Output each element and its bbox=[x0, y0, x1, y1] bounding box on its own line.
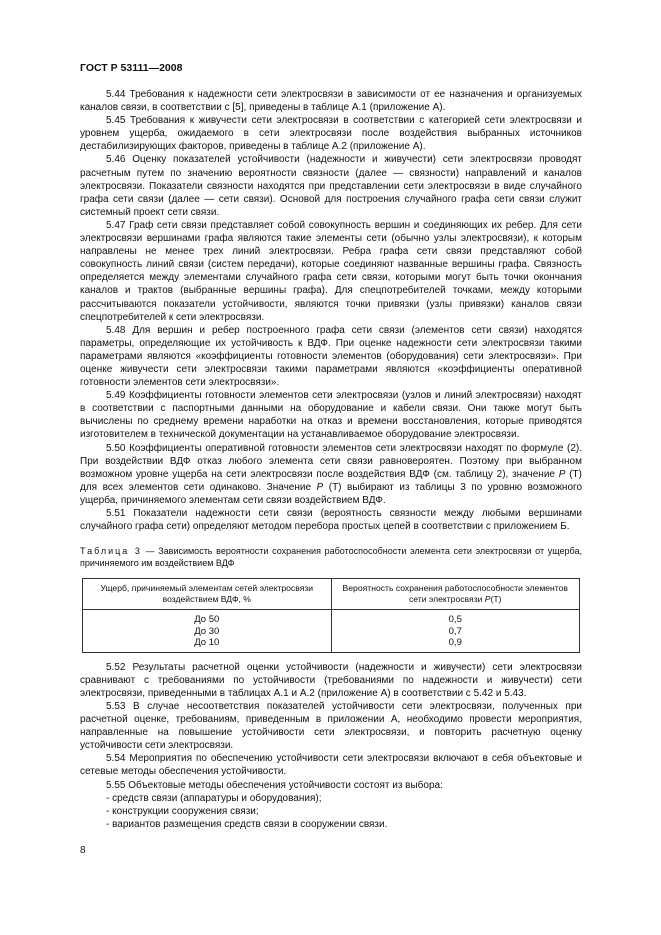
paragraph-5-45: 5.45 Требования к живучести сети электросвязи в соответствии с категорией сети электросвязи и уровнем ущерба, ожидаемого в сети электросвязи после воздействия выбранных источников дестабилизирующих факторов, приведены в таблице А.2 (приложение А). bbox=[80, 115, 582, 153]
table-col-header-probability bbox=[331, 579, 580, 610]
paragraph-5-46: 5.46 Оценку показателей устойчивости (надежности и живучести) сети электросвязи проводят расчетным путем по значению вероятности связности (далее — связности) направлений и каналов электросвязи. Показатели связности находятся при представлении сети электросвязи в виде случайного графа сети связи (далее — сети связи). Основой для построения случайного графа сети связи служит системный проект сети связи. bbox=[80, 154, 582, 218]
table-3 bbox=[82, 578, 580, 653]
paragraph-5-47: 5.47 Граф сети связи представляет собой совокупность вершин и соединяющих их ребер. Для сети электросвязи вершинами графа являются такие элементы сети (обычно узлы электросвязи), к которым направлены не менее трех линий электросвязи. Ребра графа сети связи представляют собой совокупность линий связи (систем передачи), которые соединяют названные вершины графа. Связность определяется между элементами случайного графа сети связи, которыми могут быть точки окончания каналов и трактов (выбранные вершины графа). Для спецпотребителей точками, между которыми рассчитываются показатели устойчивости, являются точки привязки (узлы привязки) каналов связи спецпотребителей к сети электросвязи. bbox=[80, 219, 582, 323]
col-header-text: Вероятность сохранения работоспособности элементов сети электросвязи bbox=[342, 583, 568, 605]
paragraph-5-50-part-c: (T) выбирают из таблицы 3 по уровню возможного ущерба, причиняемого элементам сети связи воздействием ВДФ. bbox=[80, 481, 583, 506]
paragraph-5-53: 5.53 В случае несоответствия показателей устойчивости сети электросвязи, полученных при расчетной оценке, требованиям, приведенным в приложении А, необходимо провести мероприятия, направленные на повышение устойчивости сети электросвязи, и повторить расчетную оценку устойчивости сети электросвязи. bbox=[80, 700, 582, 752]
document-header: ГОСТ Р 53111—2008 bbox=[80, 62, 183, 74]
paragraph-5-44: 5.44 Требования к надежности сети электросвязи в зависимости от ее назначения и организуемых каналов связи, в соответствии с [5], приведены в таблице А.1 (приложение А). bbox=[80, 89, 582, 114]
p-symbol: P bbox=[316, 481, 324, 493]
table-cell-damage: До 50 bbox=[83, 610, 332, 626]
table-col-header-damage: Ущерб, причиняемый элементам сетей электросвязи воздействием ВДФ, % bbox=[83, 579, 332, 610]
paragraph-5-54: 5.54 Мероприятия по обеспечению устойчивости сети электросвязи включают в себя объектовые и сетевые методы обеспечения устойчивости. bbox=[80, 753, 582, 778]
list-item: - конструкции сооружения связи; bbox=[106, 805, 259, 817]
table-row bbox=[83, 626, 580, 638]
spacer bbox=[80, 653, 582, 661]
paragraph-5-51: 5.51 Показатели надежности сети связи (вероятность связности между любыми вершинами случайного графа сети) определяют методом перебора простых цепей в соответствии с приложением Б. bbox=[80, 508, 582, 533]
table-3-caption bbox=[80, 545, 582, 569]
t-symbol: (T) bbox=[490, 594, 502, 605]
paragraph-5-50-part-b: (T) для всех элементов сети одинаково. Значение bbox=[80, 468, 582, 493]
paragraph-5-48: 5.48 Для вершин и ребер построенного графа сети связи (элементов сети связи) находятся параметры, определяющие их устойчивость к ВДФ. При оценке надежности сети электросвязи такими параметрами являются «коэффициенты готовности элементов (оборудования) сети электросвязи». При оценке живучести сети электросвязи такими параметрами являются «коэффициенты оперативной готовности элементов сети электросвязи». bbox=[80, 324, 582, 389]
list-item: - вариантов размещения средств связи в сооружении связи. bbox=[106, 818, 388, 830]
paragraph-5-52: 5.52 Результаты расчетной оценки устойчивости (надежности и живучести) сети электросвязи сравнивают с требованиями по устойчивости (требованиями по надежности и живучести) сети электросвязи, приведенными в таблицах А.1 и А.2 (приложение А) в соответствии с 5.42 и 5.43. bbox=[80, 661, 582, 699]
document-body bbox=[80, 88, 582, 831]
table-header-row bbox=[83, 579, 580, 610]
p-symbol: P bbox=[484, 594, 491, 605]
table-3-caption-text: — Зависимость вероятности сохранения работоспособности элемента сети электросвязи от ущерба, причиняемого им воздействием ВДФ bbox=[80, 546, 582, 569]
table-row bbox=[83, 610, 580, 626]
paragraph-5-49: 5.49 Коэффициенты готовности элементов сети электросвязи (узлов и линий электросвязи) находят в соответствии с паспортными данными на оборудование и кабели связи. Они также могут быть вычислены по среднему времени наработки на отказ и времени восстановления, которые приводятся изготовителем в технической документации на устанавливаемое оборудование электросвязи. bbox=[80, 390, 582, 441]
table-cell-damage: До 30 bbox=[83, 626, 332, 638]
paragraph-5-50-part-a: 5.50 Коэффициенты оперативной готовности элементов сети электросвязи находят по формуле (2). При воздействии ВДФ отказ любого элемента сети связи равновероятен. Поэтому при выбранном возможном уровне ущерба на сети электросвязи после воздействия ВДФ (см. таблицу 2), значение bbox=[80, 442, 582, 480]
paragraph-5-50 bbox=[80, 442, 582, 507]
list-item: - средств связи (аппаратуры и оборудования); bbox=[106, 792, 322, 804]
p-symbol: P bbox=[558, 468, 566, 480]
selection-list bbox=[80, 792, 582, 831]
table-row bbox=[83, 637, 580, 652]
page-number: 8 bbox=[80, 845, 86, 856]
table-3-label: Таблица 3 bbox=[80, 546, 142, 557]
table-cell-probability: 0,5 bbox=[331, 610, 580, 626]
table-cell-probability: 0,7 bbox=[331, 626, 580, 638]
paragraph-5-55: 5.55 Объектовые методы обеспечения устойчивости состоят из выбора: bbox=[106, 779, 443, 791]
table-cell-damage: До 10 bbox=[83, 637, 332, 652]
table-cell-probability: 0,9 bbox=[331, 637, 580, 652]
